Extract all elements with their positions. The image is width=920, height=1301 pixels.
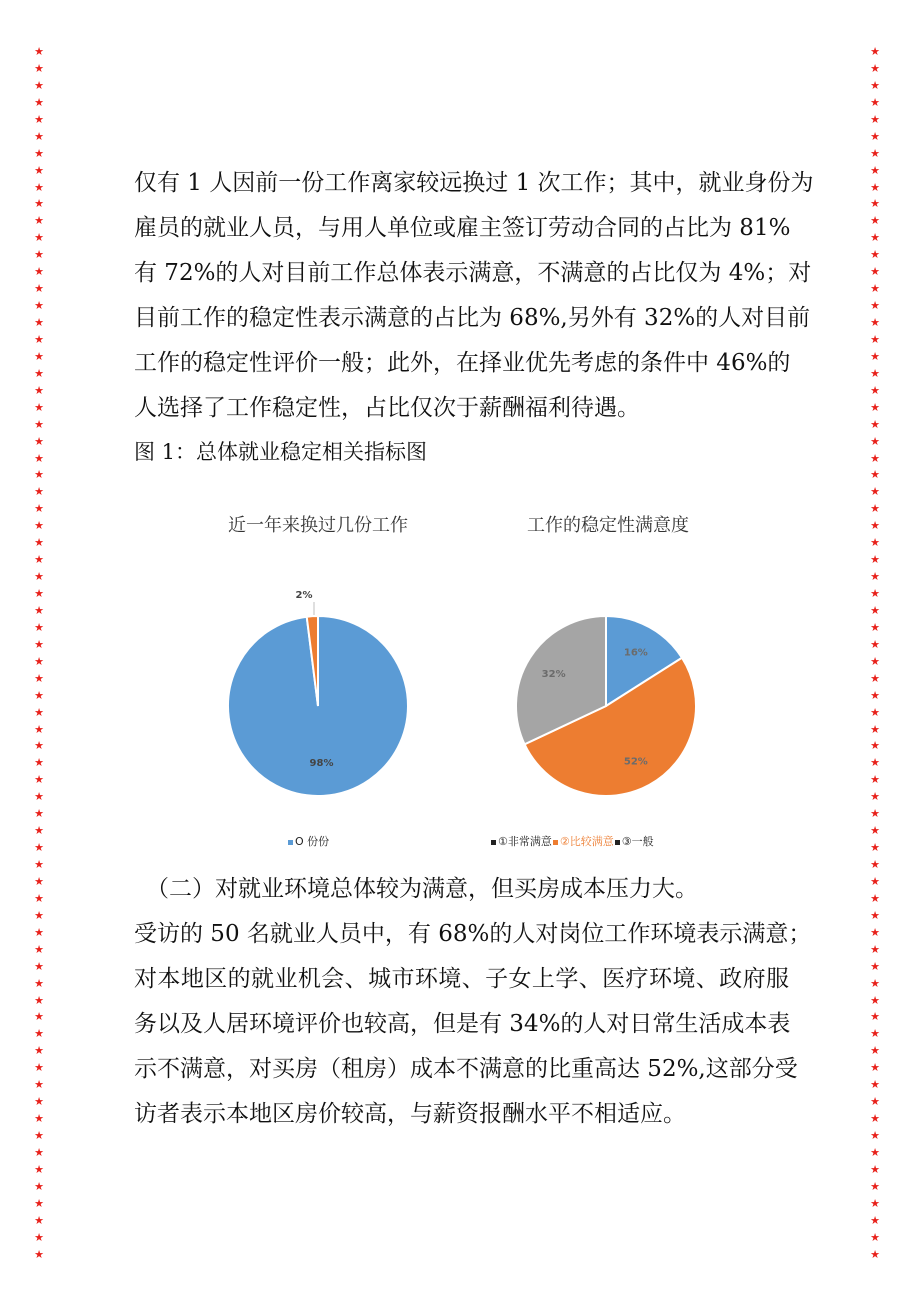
star-icon: ★	[34, 519, 44, 533]
star-icon: ★	[34, 180, 44, 194]
text-line: 仅有 1 人因前一份工作离家较远换过 1 次工作；其中，就业身份为	[134, 170, 814, 196]
text-line: 访者表示本地区房价较高，与薪资报酬水平不相适应。	[134, 1101, 686, 1127]
star-icon: ★	[34, 282, 44, 296]
star-icon: ★	[870, 519, 880, 533]
star-icon: ★	[870, 400, 880, 414]
legend-entry	[491, 833, 552, 849]
star-icon: ★	[870, 299, 880, 313]
star-icon: ★	[34, 603, 44, 617]
star-icon: ★	[870, 1145, 880, 1159]
star-icon: ★	[34, 231, 44, 245]
star-icon: ★	[870, 739, 880, 753]
legend-swatch-icon	[288, 840, 293, 845]
star-icon: ★	[870, 925, 880, 939]
star-icon: ★	[870, 1044, 880, 1058]
star-icon: ★	[870, 976, 880, 990]
star-icon: ★	[34, 671, 44, 685]
star-icon: ★	[34, 1129, 44, 1142]
star-icon: ★	[34, 553, 44, 567]
star-icon: ★	[870, 265, 880, 279]
star-icon: ★	[34, 214, 44, 228]
star-icon: ★	[34, 1112, 44, 1126]
star-icon: ★	[870, 332, 880, 346]
star-icon: ★	[34, 1145, 44, 1159]
star-icon: ★	[870, 671, 880, 685]
star-icon: ★	[870, 316, 880, 329]
star-icon: ★	[34, 1179, 44, 1193]
star-icon: ★	[34, 1230, 44, 1244]
star-icon: ★	[34, 908, 44, 922]
star-icon: ★	[34, 1213, 44, 1227]
star-icon: ★	[34, 95, 44, 109]
star-icon: ★	[34, 637, 44, 651]
star-icon: ★	[870, 1078, 880, 1092]
star-icon: ★	[34, 468, 44, 482]
star-icon: ★	[34, 434, 44, 448]
star-icon: ★	[870, 180, 880, 194]
chart-1-legend	[288, 833, 330, 849]
star-icon: ★	[34, 807, 44, 821]
star-icon: ★	[34, 739, 44, 753]
slice-data-label: 32%	[541, 668, 566, 680]
star-icon: ★	[870, 282, 880, 296]
chart-2-legend	[491, 833, 655, 849]
star-icon: ★	[34, 1196, 44, 1210]
legend-label: ③一般	[621, 835, 654, 848]
star-icon: ★	[34, 925, 44, 939]
star-icon: ★	[870, 95, 880, 109]
star-icon: ★	[870, 587, 880, 600]
star-icon: ★	[34, 163, 44, 177]
star-icon: ★	[34, 1044, 44, 1058]
star-icon: ★	[870, 603, 880, 617]
text-line: 对本地区的就业机会、城市环境、子女上学、医疗环境、政府服	[134, 966, 789, 992]
star-icon: ★	[34, 129, 44, 143]
star-icon: ★	[870, 248, 880, 262]
star-icon: ★	[870, 637, 880, 651]
star-icon: ★	[870, 553, 880, 567]
legend-swatch-icon	[553, 840, 558, 845]
star-icon: ★	[870, 891, 880, 905]
star-icon: ★	[34, 451, 44, 465]
star-icon: ★	[870, 773, 880, 787]
star-icon: ★	[34, 485, 44, 499]
star-icon: ★	[34, 1078, 44, 1092]
star-icon: ★	[870, 214, 880, 228]
star-icon: ★	[34, 61, 44, 75]
text-line: 务以及人居环境评价也较高，但是有 34%的人对日常生活成本表	[134, 1011, 791, 1037]
text-line: 人选择了工作稳定性，占比仅次于薪酬福利待遇。	[134, 395, 640, 421]
legend-label: ①非常满意	[498, 835, 552, 848]
star-icon: ★	[870, 858, 880, 871]
star-icon: ★	[34, 502, 44, 516]
star-icon: ★	[870, 1230, 880, 1244]
text-line: 有 72%的人对目前工作总体表示满意，不满意的占比仅为 4%；对	[134, 260, 812, 286]
star-icon: ★	[34, 874, 44, 888]
star-icon: ★	[870, 45, 880, 58]
legend-entry	[288, 833, 329, 849]
section-heading: （二）对就业环境总体较为满意，但买房成本压力大。	[146, 876, 698, 902]
star-icon: ★	[870, 366, 880, 380]
star-icon: ★	[34, 316, 44, 329]
star-icon: ★	[870, 1095, 880, 1109]
star-icon: ★	[870, 722, 880, 736]
star-icon: ★	[870, 1061, 880, 1075]
star-icon: ★	[870, 654, 880, 668]
star-icon: ★	[870, 620, 880, 634]
star-icon: ★	[870, 1196, 880, 1210]
star-icon: ★	[34, 790, 44, 804]
star-icon: ★	[870, 146, 880, 160]
star-icon: ★	[34, 858, 44, 871]
legend-entry	[615, 833, 654, 849]
star-icon: ★	[34, 417, 44, 431]
legend-label: ②比较满意	[559, 835, 614, 848]
star-icon: ★	[870, 61, 880, 75]
star-icon: ★	[870, 688, 880, 702]
star-icon: ★	[34, 773, 44, 787]
star-icon: ★	[870, 78, 880, 92]
star-icon: ★	[34, 570, 44, 584]
figure-caption: 图 1：总体就业稳定相关指标图	[134, 440, 428, 464]
star-icon: ★	[34, 942, 44, 956]
chart-1-title: 近一年来换过几份工作	[228, 515, 408, 536]
star-icon: ★	[870, 705, 880, 719]
star-icon: ★	[34, 1010, 44, 1024]
star-icon: ★	[870, 570, 880, 584]
star-icon: ★	[34, 112, 44, 126]
left-star-border	[31, 46, 47, 1260]
text-line: 工作的稳定性评价一般；此外，在择业优先考虑的条件中 46%的	[134, 350, 791, 376]
star-icon: ★	[34, 756, 44, 770]
star-icon: ★	[34, 349, 44, 363]
text-line: 雇员的就业人员，与用人单位或雇主签订劳动合同的占比为 81%	[134, 215, 791, 241]
star-icon: ★	[34, 383, 44, 397]
star-icon: ★	[870, 959, 880, 973]
star-icon: ★	[870, 874, 880, 888]
star-icon: ★	[34, 891, 44, 905]
star-icon: ★	[34, 722, 44, 736]
text-line: 目前工作的稳定性表示满意的占比为 68%,另外有 32%的人对目前	[134, 305, 811, 331]
slice-data-label: 16%	[623, 647, 648, 659]
right-star-border	[867, 46, 883, 1260]
star-icon: ★	[870, 349, 880, 363]
star-icon: ★	[870, 841, 880, 855]
legend-swatch-icon	[615, 840, 620, 845]
star-icon: ★	[870, 468, 880, 482]
star-icon: ★	[34, 536, 44, 550]
legend-swatch-icon	[491, 840, 496, 845]
star-icon: ★	[34, 332, 44, 346]
star-icon: ★	[870, 807, 880, 821]
chart-1-pie	[180, 540, 456, 820]
star-icon: ★	[870, 485, 880, 499]
star-icon: ★	[870, 824, 880, 838]
star-icon: ★	[34, 299, 44, 313]
star-icon: ★	[870, 231, 880, 245]
star-icon: ★	[34, 959, 44, 973]
star-icon: ★	[870, 434, 880, 448]
slice-data-label: 98%	[309, 757, 334, 769]
star-icon: ★	[34, 1095, 44, 1109]
star-icon: ★	[34, 265, 44, 279]
star-icon: ★	[870, 1129, 880, 1142]
star-icon: ★	[34, 1247, 44, 1261]
star-icon: ★	[870, 756, 880, 770]
star-icon: ★	[870, 790, 880, 804]
star-icon: ★	[34, 620, 44, 634]
star-icon: ★	[34, 993, 44, 1007]
star-icon: ★	[870, 417, 880, 431]
text-line: 受访的 50 名就业人员中，有 68%的人对岗位工作环境表示满意；	[134, 921, 812, 947]
star-icon: ★	[34, 1162, 44, 1176]
star-icon: ★	[34, 1061, 44, 1075]
star-icon: ★	[870, 1179, 880, 1193]
star-icon: ★	[34, 976, 44, 990]
star-icon: ★	[870, 502, 880, 516]
star-icon: ★	[34, 78, 44, 92]
star-icon: ★	[870, 112, 880, 126]
star-icon: ★	[870, 1247, 880, 1261]
star-icon: ★	[870, 993, 880, 1007]
star-icon: ★	[34, 197, 44, 211]
star-icon: ★	[870, 1213, 880, 1227]
star-icon: ★	[870, 1112, 880, 1126]
paragraph-2	[134, 912, 812, 1137]
text-line: 示不满意，对买房（租房）成本不满意的比重高达 52%,这部分受	[134, 1056, 798, 1082]
star-icon: ★	[870, 536, 880, 550]
star-icon: ★	[34, 824, 44, 838]
star-icon: ★	[34, 1027, 44, 1041]
star-icon: ★	[34, 400, 44, 414]
legend-label: O 份份	[295, 835, 330, 848]
chart-2-pie	[470, 540, 746, 820]
star-icon: ★	[870, 908, 880, 922]
star-icon: ★	[870, 1027, 880, 1041]
star-icon: ★	[34, 248, 44, 262]
star-icon: ★	[870, 1010, 880, 1024]
star-icon: ★	[34, 654, 44, 668]
star-icon: ★	[34, 146, 44, 160]
star-icon: ★	[870, 197, 880, 211]
star-icon: ★	[34, 841, 44, 855]
star-icon: ★	[34, 688, 44, 702]
star-icon: ★	[870, 1162, 880, 1176]
chart-2-title: 工作的稳定性满意度	[527, 515, 689, 536]
star-icon: ★	[870, 942, 880, 956]
star-icon: ★	[870, 383, 880, 397]
star-icon: ★	[34, 45, 44, 58]
legend-entry	[553, 833, 614, 849]
star-icon: ★	[34, 705, 44, 719]
star-icon: ★	[34, 366, 44, 380]
paragraph-1	[134, 161, 814, 431]
star-icon: ★	[870, 129, 880, 143]
star-icon: ★	[870, 451, 880, 465]
star-icon: ★	[870, 163, 880, 177]
star-icon: ★	[34, 587, 44, 600]
slice-data-label: 52%	[623, 756, 648, 768]
slice-data-label: 2%	[295, 590, 313, 601]
